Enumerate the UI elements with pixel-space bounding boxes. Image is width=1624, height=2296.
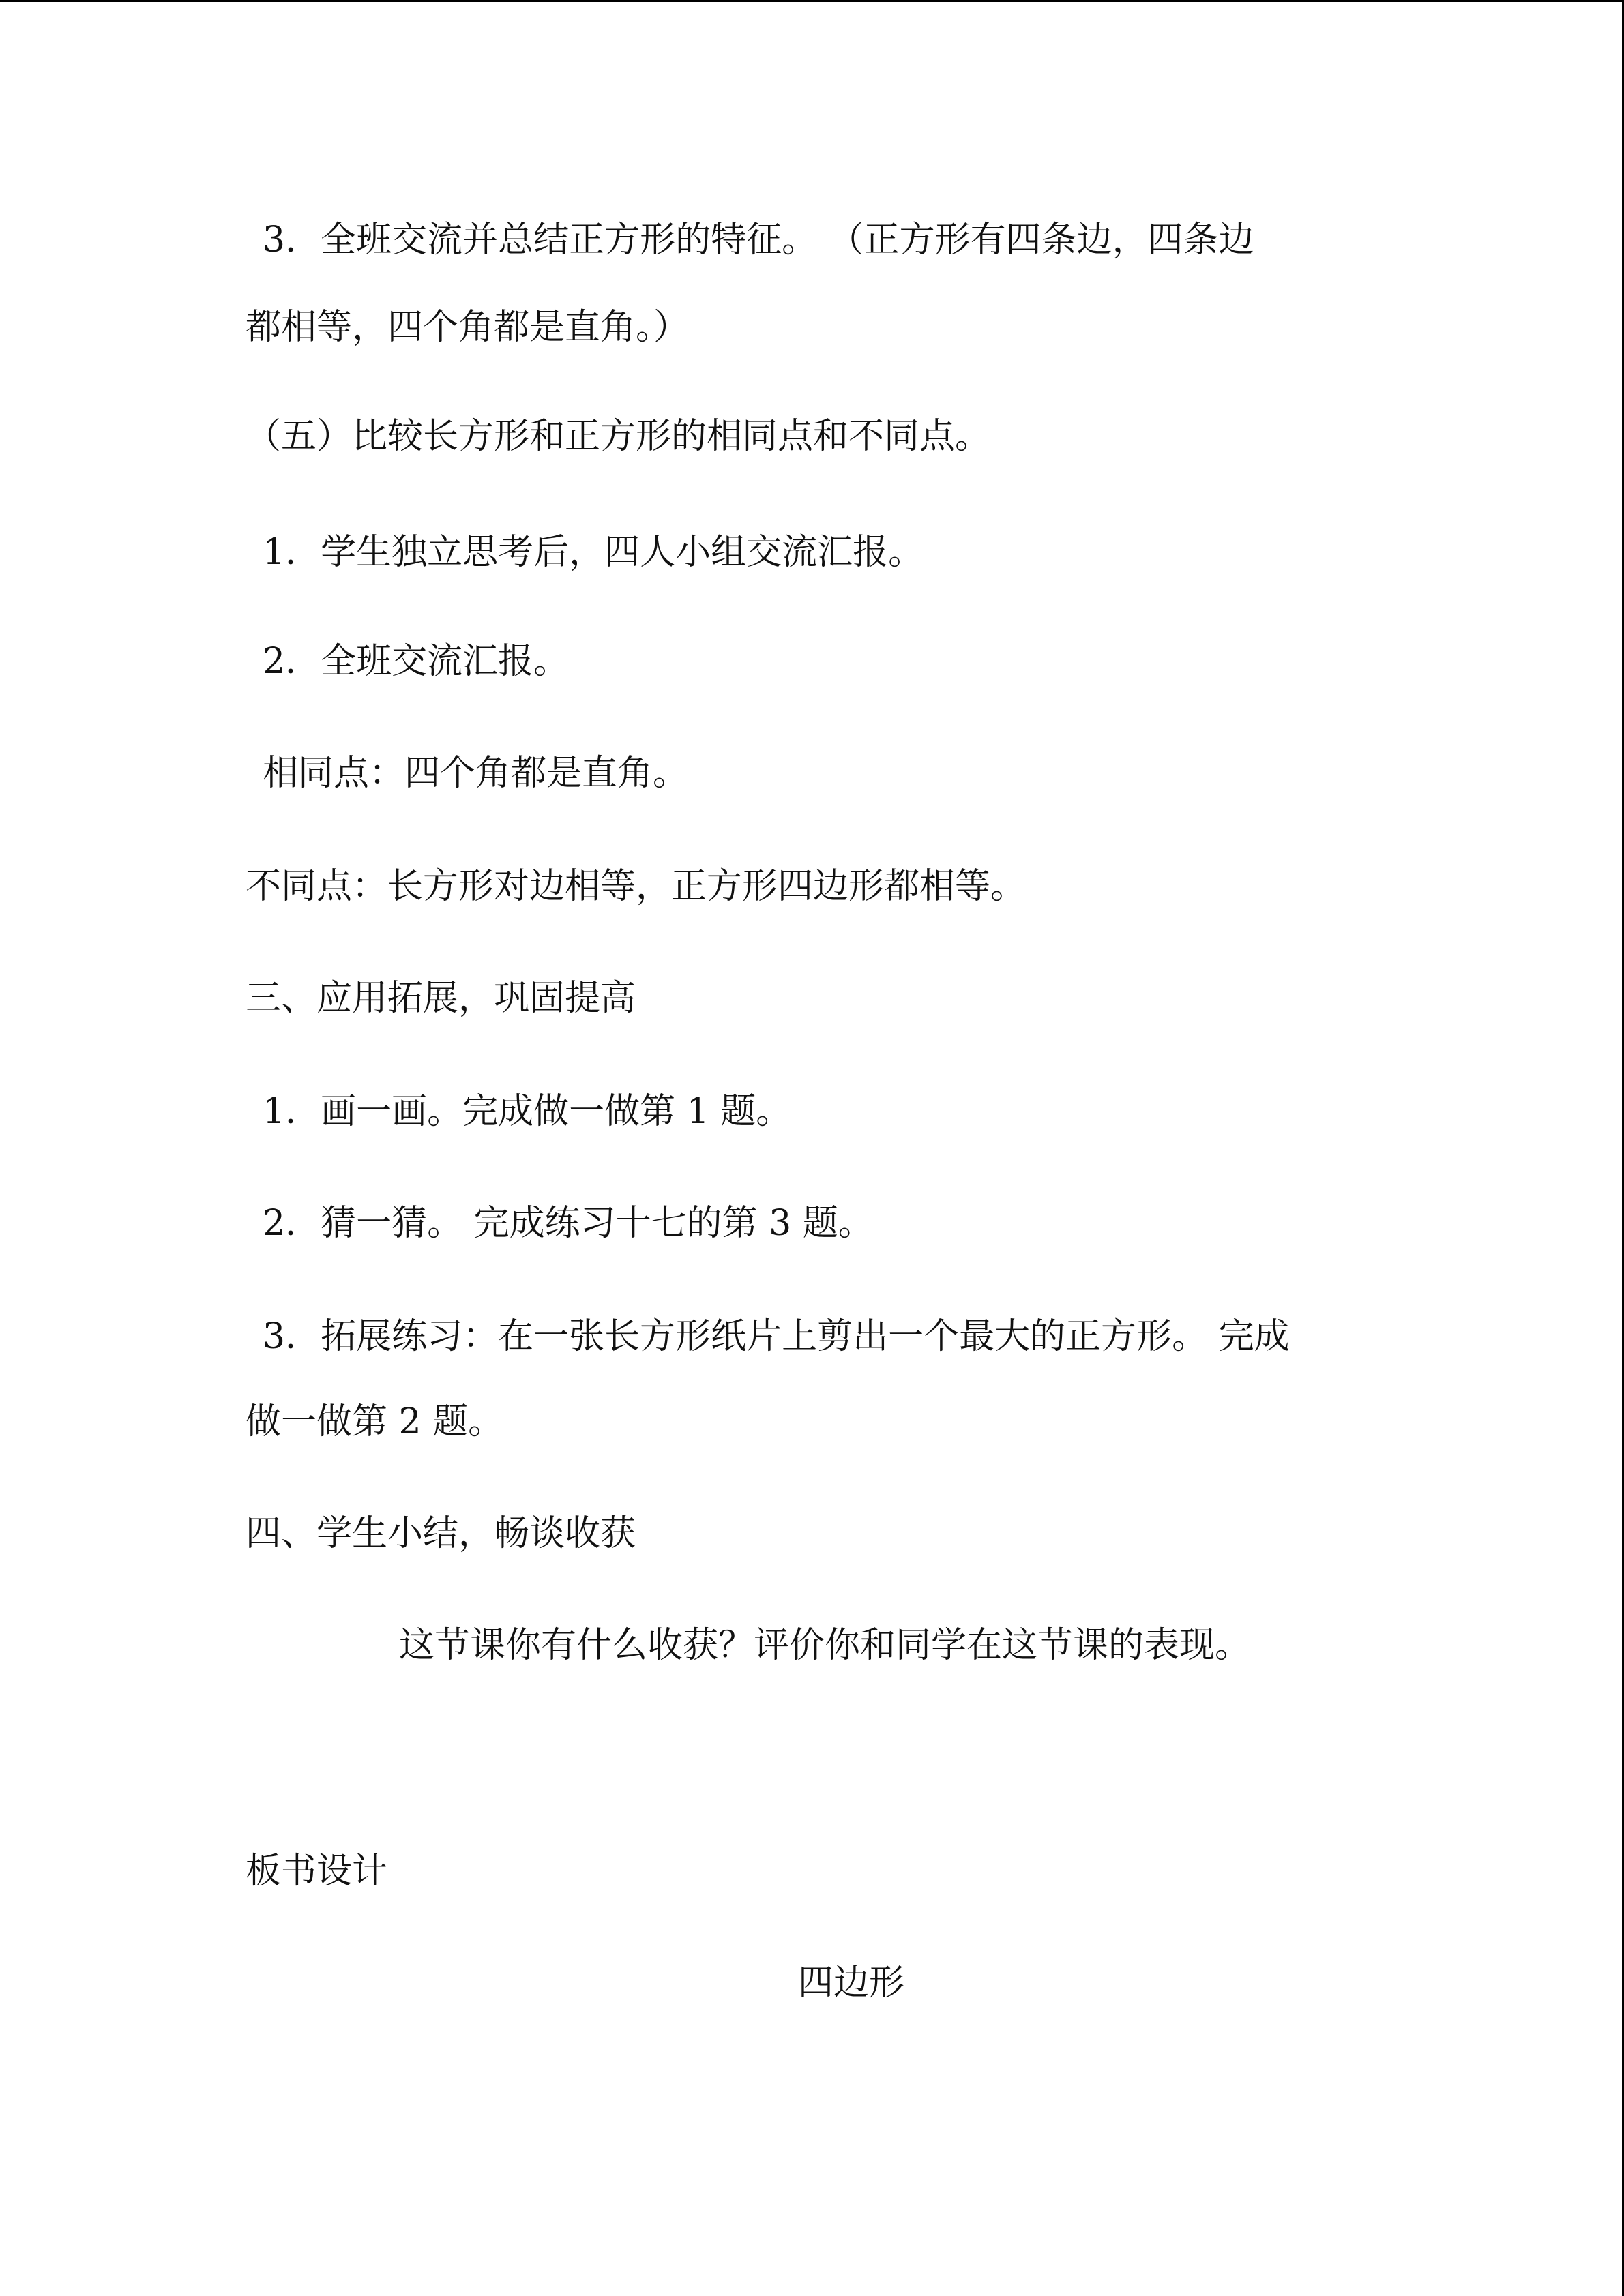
text-line: 2．全班交流汇报。 <box>263 641 570 682</box>
section-heading: 四、学生小结，畅谈收获 <box>246 1513 636 1554</box>
text-line: 3．全班交流并总结正方形的特征。 （正方形有四条边，四条边 <box>263 220 1254 260</box>
text-line: 1．学生独立思考后，四人小组交流汇报。 <box>263 532 924 573</box>
board-title: 四边形 <box>798 1963 905 2003</box>
section-heading: （五）比较长方形和正方形的相同点和不同点。 <box>246 416 991 457</box>
text-line: 不同点：长方形对边相等，正方形四边形都相等。 <box>246 866 1027 907</box>
text-line: 这节课你有什么收获？评价你和同学在这节课的表现。 <box>399 1625 1251 1666</box>
text-line: 3．拓展练习：在一张长方形纸片上剪出一个最大的正方形。 完成 <box>263 1316 1290 1357</box>
text-line: 1．画一画。完成做一做第 1 题。 <box>263 1091 792 1132</box>
section-heading: 板书设计 <box>246 1851 388 1892</box>
text-line: 相同点：四个角都是直角。 <box>263 753 689 794</box>
text-line: 做一做第 2 题。 <box>246 1401 504 1442</box>
text-line: 都相等，四个角都是直角。） <box>246 307 690 348</box>
section-heading: 三、应用拓展，巩固提高 <box>246 978 636 1019</box>
text-line: 2．猜一猜。 完成练习十七的第 3 题。 <box>263 1203 874 1244</box>
